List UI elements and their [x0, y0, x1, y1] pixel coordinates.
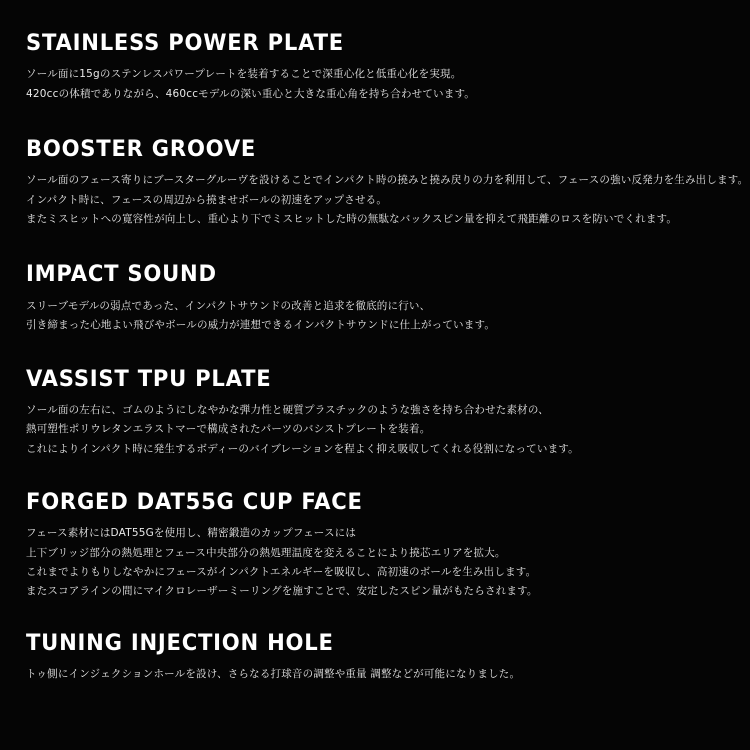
body-line: 420ccの体積でありながら、460ccモデルの深い重心と大きな重心角を持ち合わせています。: [26, 87, 476, 100]
body-line: インパクト時に、フェースの周辺から撓ませボールの初速をアップさせる。: [26, 193, 388, 206]
body-line: ソール面に15gのステンレスパワープレートを装着することで深重心化と低重心化を実現。: [26, 68, 462, 81]
feature-section-tuning-injection-hole: [26, 632, 724, 685]
body-line: トゥ側にインジェクションホールを設け、さらなる打球音の調整や重量 調整などが可能になりました。: [26, 668, 521, 681]
body-line: ソール面のフェース寄りにブースターグルーヴを設けることでインパクト時の撓みと撓み戻りの力を利用して、フェースの強い反発力を生み出します。: [26, 174, 749, 187]
section-title: FORGED DAT55G CUP FACE: [26, 489, 363, 515]
feature-section-vassist-tpu-plate: [26, 368, 724, 459]
section-body: [26, 297, 724, 336]
feature-section-impact-sound: [26, 263, 724, 335]
body-line: またミスヒットへの寛容性が向上し、重心より下でミスヒットした時の無駄なバックスピン量を抑えて飛距離のロスを防いでくれます。: [26, 213, 678, 226]
body-line: 引き締まった心地よい飛びやボールの威力が連想できるインパクトサウンドに仕上がっています。: [26, 319, 496, 332]
body-line: 熱可塑性ポリウレタンエラストマーで構成されたパーツのバシストプレートを装着。: [26, 423, 431, 436]
section-body: [26, 665, 724, 684]
section-title: IMPACT SOUND: [26, 262, 217, 288]
section-body: [26, 171, 749, 229]
feature-section-stainless-power-plate: [26, 32, 724, 104]
body-line: スリーブモデルの弱点であった、インパクトサウンドの改善と追求を徹底的に行い、: [26, 299, 431, 312]
body-line: ソール面の左右に、ゴムのようにしなやかな弾力性と硬質プラスチックのような強さを持ち合わせた素材の、: [26, 403, 549, 416]
body-line: これによりインパクト時に発生するボディーのバイブレーションを程よく抑え吸収してくれる役割になっています。: [26, 442, 579, 455]
body-line: フェース素材にはDAT55Gを使用し、精密鍛造のカップフェースには: [26, 527, 357, 540]
body-line: これまでよりもりしなやかにフェースがインパクトエネルギーを吸収し、高初速のボールを生み出します。: [26, 566, 537, 578]
feature-section-booster-groove: [26, 137, 749, 229]
section-title: STAINLESS POWER PLATE: [26, 31, 344, 56]
section-body: [26, 65, 724, 104]
section-body: [26, 524, 724, 602]
body-line: 上下ブリッジ部分の熱処理とフェース中央部分の熱処理温度を変えることにより撓芯エリアを拡大。: [26, 546, 506, 559]
feature-section-forged-dat55g-cup-face: [26, 491, 724, 602]
section-title: TUNING INJECTION HOLE: [26, 630, 334, 656]
section-title: VASSIST TPU PLATE: [26, 366, 272, 392]
section-body: [26, 401, 724, 459]
section-title: BOOSTER GROOVE: [26, 137, 257, 163]
body-line: またスコアラインの間にマイクロレーザーミーリングを施すことで、安定したスピン量がもたらされます。: [26, 585, 538, 598]
